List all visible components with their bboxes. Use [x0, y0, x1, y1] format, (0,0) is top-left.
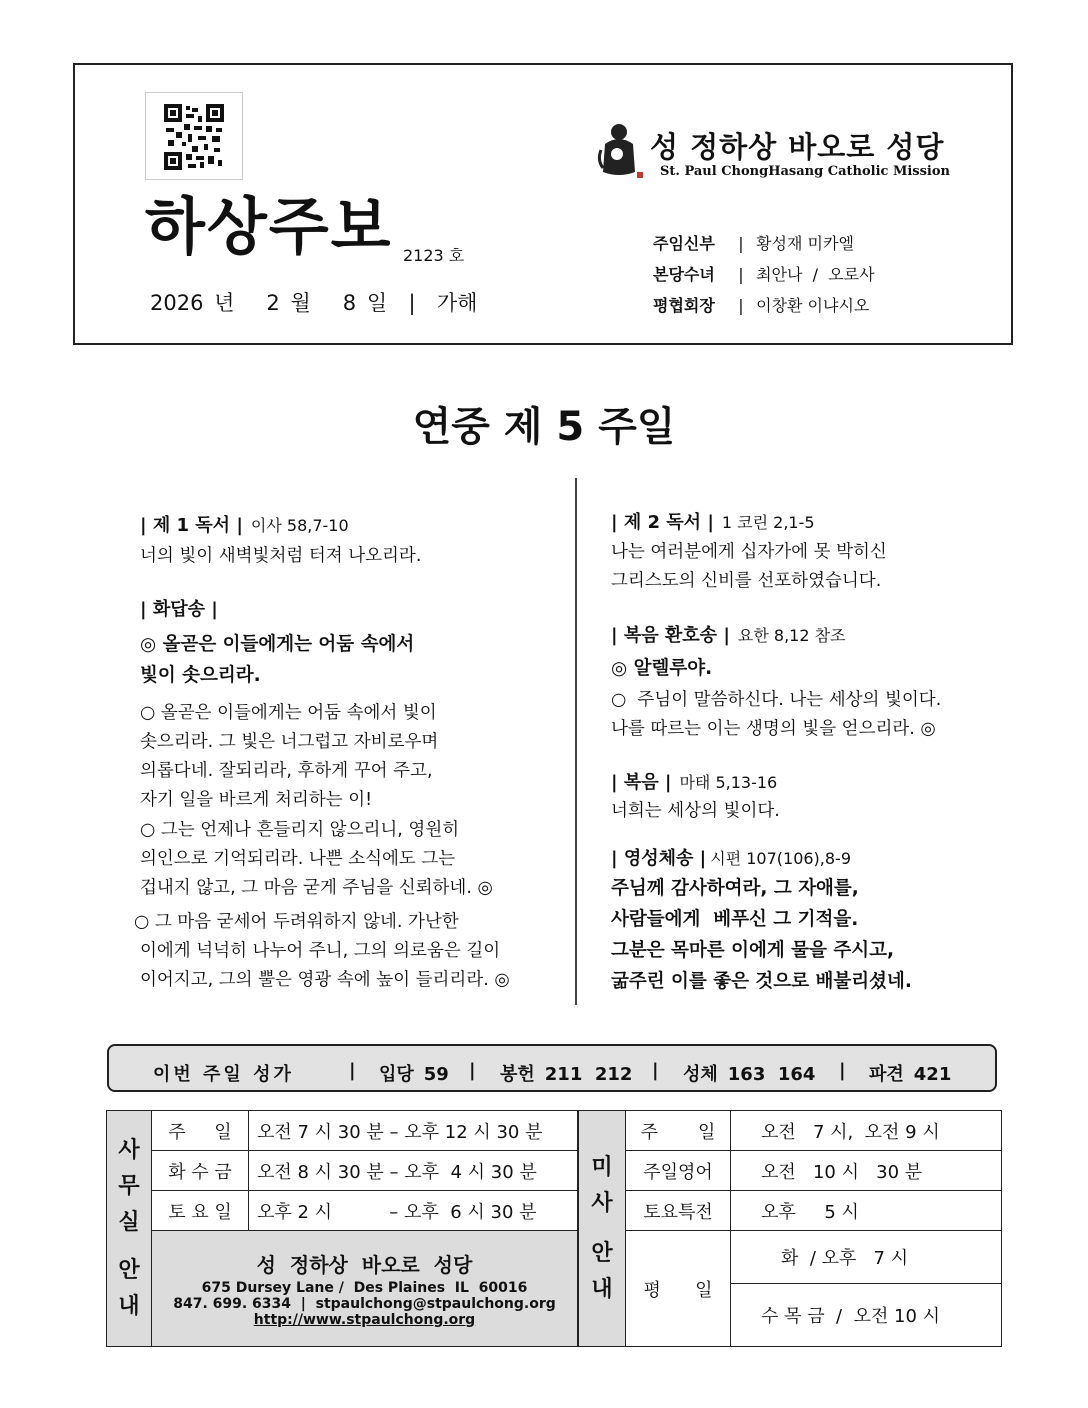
- gospel-ref: 마태 5,13-16: [679, 773, 778, 792]
- hymn-separator: |: [839, 1060, 846, 1081]
- staff-separator: |: [738, 296, 744, 315]
- reading-line: 그리스도의 신비를 선포하였습니다.: [611, 571, 882, 591]
- reading1-ref: 이사 58,7-10: [250, 516, 349, 535]
- alleluia-line: ○ 주님이 말씀하신다. 나는 세상의 빛이다.: [611, 690, 942, 710]
- mass-day: 주 일: [626, 1111, 731, 1151]
- hymn-dismissal-number: 421: [913, 1064, 952, 1085]
- staff-row-sister: [653, 262, 875, 285]
- alleluia-refrain: ◎ 알렐루야.: [611, 658, 713, 679]
- psalm-verse-2: [140, 816, 493, 903]
- reading2-text: [611, 538, 887, 596]
- reading2-heading: [611, 508, 815, 534]
- communion-line: 주님께 감사하여라, 그 자애를,: [611, 878, 859, 899]
- office-day: 화 수 금: [152, 1151, 249, 1191]
- bulletin-date: 2026 년 2 월 8 일 | 가해: [150, 291, 478, 315]
- hymn-communion: [683, 1060, 815, 1086]
- hymn-separator: |: [652, 1060, 659, 1081]
- staff-row-council: [653, 293, 869, 316]
- hymn-communion-number: 163 164: [727, 1064, 816, 1085]
- psalm-heading: | 화답송 |: [140, 599, 218, 620]
- gospel-text: 너희는 세상의 빛이다.: [611, 801, 780, 821]
- office-day: 토 요 일: [152, 1191, 249, 1231]
- hymn-offertory: [500, 1060, 632, 1086]
- reading1-label: | 제 1 독서 |: [140, 515, 243, 536]
- communion-text: [611, 873, 912, 997]
- hymn-separator: |: [349, 1060, 356, 1081]
- office-hours: 오전 8 시 30 분 – 오후 4 시 30 분: [249, 1151, 578, 1191]
- communion-line: 굶주린 이를 좋은 것으로 배불리셨네.: [611, 971, 912, 992]
- office-hours: 오후 2 시 – 오후 6 시 30 분: [249, 1191, 578, 1231]
- church-name-korean: 성 정하상 바오로 성당: [650, 130, 945, 164]
- verse-line: ○ 그 마음 굳세어 두려워하지 않네. 가난한: [134, 912, 459, 932]
- church-address-block: [152, 1231, 578, 1347]
- psalm-refrain-line-2: 빛이 솟으리라.: [140, 665, 261, 686]
- office-label-bottom: 안내: [118, 1257, 140, 1319]
- staff-name: 최안나 / 오로사: [756, 265, 875, 284]
- hymn-dismissal: [869, 1060, 951, 1086]
- mass-time: 오후 5 시: [731, 1191, 1002, 1231]
- gospel-label: | 복음 |: [611, 772, 672, 793]
- hymn-entrance-label: 입당: [379, 1064, 414, 1085]
- hymn-dismissal-label: 파견: [869, 1064, 904, 1085]
- hymn-offertory-number: 211 212: [544, 1064, 633, 1085]
- staff-separator: |: [738, 234, 744, 253]
- alleluia-line: 나를 따르는 이는 생명의 빛을 얻으리라. ◎: [611, 719, 936, 739]
- column-divider: [575, 478, 577, 1005]
- reading1-text: 너의 빛이 새벽빛처럼 터져 나오리라.: [140, 546, 422, 566]
- verse-line: 자기 일을 바르게 처리하는 이!: [140, 790, 373, 810]
- verse-line: 겁내지 않고, 그 마음 굳게 주님을 신뢰하네. ◎: [140, 878, 493, 898]
- issue-number: 2123 호: [403, 246, 465, 265]
- hymn-communion-label: 성체: [683, 1064, 718, 1085]
- psalm-verse-3: [134, 908, 510, 995]
- office-side-label: [107, 1111, 152, 1347]
- mass-weekday-label: 평 일: [626, 1231, 731, 1347]
- office-day: 주 일: [152, 1111, 249, 1151]
- alleluia-ref: 요한 8,12 참조: [737, 626, 846, 645]
- church-logo-icon: [595, 120, 645, 180]
- church-website-link[interactable]: http://www.stpaulchong.org: [253, 1312, 476, 1328]
- psalm-verse-1: [140, 699, 438, 815]
- bulletin-title: 하상주보: [145, 190, 393, 263]
- verse-line: 의인으로 기억되리라. 나쁜 소식에도 그는: [140, 849, 456, 869]
- address-church-name: 성 정하상 바오로 성당: [256, 1253, 473, 1277]
- mass-side-label: [579, 1111, 626, 1347]
- mass-label-bottom: 안내: [591, 1240, 613, 1302]
- qr-code-icon: [164, 104, 224, 170]
- staff-row-pastor: [653, 231, 854, 254]
- alleluia-heading: [611, 621, 846, 647]
- staff-role: 본당수녀: [653, 265, 715, 284]
- verse-line: ○ 올곧은 이들에게는 어둠 속에서 빛이: [140, 703, 437, 723]
- mass-day: 주일영어: [626, 1151, 731, 1191]
- staff-name: 황성재 미카엘: [756, 234, 854, 253]
- sunday-title: 연중 제 5 주일: [412, 404, 676, 450]
- hymn-entrance: [379, 1060, 449, 1086]
- church-address: 675 Dursey Lane / Des Plaines IL 60016: [201, 1280, 528, 1296]
- hymn-separator: |: [469, 1060, 476, 1081]
- communion-ref: 시편 107(106),8-9: [710, 849, 852, 868]
- qr-code[interactable]: [145, 92, 243, 180]
- mass-weekday-time: 수 목 금 / 오전 10 시: [731, 1284, 1002, 1347]
- communion-line: 그분은 목마른 이에게 물을 주시고,: [611, 940, 894, 961]
- verse-line: ○ 그는 언제나 흔들리지 않으리니, 영원히: [140, 820, 460, 840]
- verse-line: 솟으리라. 그 빛은 너그럽고 자비로우며: [140, 732, 439, 752]
- mass-day: 토요특전: [626, 1191, 731, 1231]
- communion-label: | 영성체송 |: [611, 848, 707, 869]
- hymn-bar-label: 이번 주일 성가: [153, 1064, 294, 1085]
- verse-line: 의롭다네. 잘되리라, 후하게 꾸어 주고,: [140, 761, 433, 781]
- staff-name: 이창환 이냐시오: [756, 296, 870, 315]
- staff-role: 평협회장: [653, 296, 715, 315]
- office-hours: 오전 7 시 30 분 – 오후 12 시 30 분: [249, 1111, 578, 1151]
- gospel-heading: [611, 768, 777, 794]
- alleluia-label: | 복음 환호송 |: [611, 625, 730, 646]
- psalm-refrain-line-1: ◎ 올곧은 이들에게는 어둠 속에서: [140, 634, 415, 655]
- hymn-bar: [107, 1044, 997, 1092]
- staff-role: 주임신부: [653, 234, 715, 253]
- church-name-english: St. Paul ChongHasang Catholic Mission: [660, 164, 950, 179]
- office-hours-table: [106, 1110, 578, 1347]
- office-label-top: 사무실: [118, 1137, 140, 1235]
- reading1-heading: [140, 511, 349, 537]
- reading2-ref: 1 코린 2,1-5: [721, 513, 815, 532]
- mass-time: 오전 10 시 30 분: [731, 1151, 1002, 1191]
- mass-times-table: [578, 1110, 1002, 1347]
- reading-line: 나는 여러분에게 십자가에 못 박히신: [611, 542, 887, 562]
- hymn-entrance-number: 59: [423, 1064, 449, 1085]
- communion-line: 사람들에게 베푸신 그 기적을.: [611, 909, 859, 930]
- mass-label-top: 미사: [591, 1154, 613, 1216]
- reading2-label: | 제 2 독서 |: [611, 512, 714, 533]
- mass-weekday-time: 화 / 오후 7 시: [731, 1231, 1002, 1284]
- mass-time: 오전 7 시, 오전 9 시: [731, 1111, 1002, 1151]
- staff-separator: |: [738, 265, 744, 284]
- alleluia-text: [611, 686, 941, 744]
- communion-heading: [611, 844, 851, 870]
- verse-line: 이어지고, 그의 뿔은 영광 속에 높이 들리리라. ◎: [140, 970, 510, 990]
- hymn-offertory-label: 봉헌: [500, 1064, 535, 1085]
- verse-line: 이에게 넉넉히 나누어 주니, 그의 의로움은 길이: [140, 941, 501, 961]
- church-contact[interactable]: 847. 699. 6334 | stpaulchong@stpaulchong.org: [173, 1296, 556, 1312]
